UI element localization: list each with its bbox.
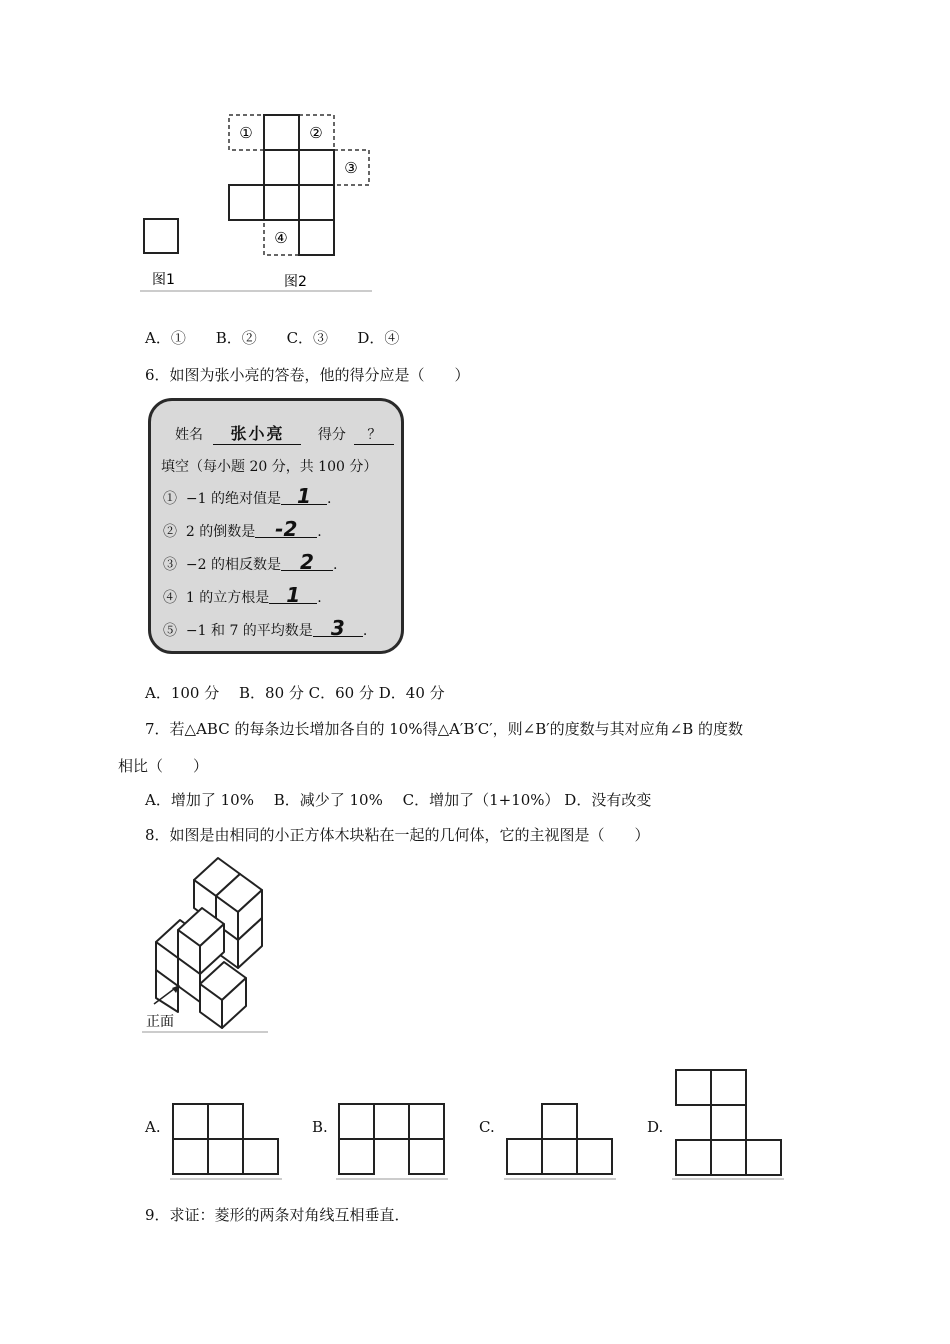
card-item-2 (163, 517, 322, 541)
cell-label-3: ③ (344, 159, 358, 177)
fig1-label: 图1 (152, 272, 175, 288)
item-text: −1 的绝对值是 (185, 491, 281, 507)
cell-label-2: ② (309, 124, 323, 142)
item-answer: -2 (255, 521, 317, 538)
q8-option-a-figure (170, 1100, 282, 1186)
q5-options (145, 327, 399, 348)
q8-question: 8．如图是由相同的小正方体木块粘在一起的几何体，它的主视图是（ ） (145, 826, 650, 844)
q8-option-d-label: D. (647, 1118, 664, 1136)
cell-label-1: ① (239, 124, 253, 142)
item-end: . (317, 524, 322, 540)
q7-options: A．增加了 10% B．减少了 10% C．增加了（1+10%） D．没有改变 (145, 791, 652, 809)
item-text: 2 的倒数是 (185, 524, 256, 540)
item-answer: 3 (313, 620, 363, 637)
q5-option-d: D．④ (357, 329, 400, 347)
q5-option-c: C．③ (286, 329, 329, 347)
card-item-5 (163, 616, 368, 640)
item-text: 1 的立方根是 (185, 590, 270, 606)
q7-question-line2: 相比（ ） (118, 757, 209, 775)
q8-cube-figure (142, 852, 270, 1034)
item-end: . (362, 623, 368, 639)
q5-option-a: A．① (145, 329, 186, 347)
front-label: 正面 (146, 1014, 174, 1030)
item-text: −2 的相反数是 (185, 557, 281, 573)
name-value: 张小亮 (213, 421, 301, 445)
answer-sheet-card (148, 398, 404, 654)
item-number: ④ (163, 590, 177, 606)
fig1-square (144, 219, 178, 253)
q8-option-c-label: C. (479, 1118, 495, 1136)
card-item-3 (163, 550, 338, 574)
item-number: ⑤ (163, 623, 177, 639)
q8-option-b-figure (336, 1100, 448, 1186)
q7-question-line1: 7．若△ABC 的每条边长增加各自的 10%得△A′B′C′，则∠B′的度数与其对应角∠B 的度数 (145, 720, 744, 738)
card-item-4 (163, 583, 322, 607)
item-answer: 2 (281, 554, 333, 571)
net-diagram (140, 110, 375, 295)
q8-option-d-figure (672, 1066, 788, 1186)
card-header (175, 421, 394, 445)
item-number: ③ (163, 557, 177, 573)
q9-question: 9．求证：菱形的两条对角线互相垂直． (145, 1206, 410, 1224)
score-value: ？ (354, 424, 394, 445)
q8-option-a-label: A. (145, 1118, 161, 1136)
name-label: 姓名 (175, 427, 203, 443)
item-end: . (317, 590, 322, 606)
item-number: ② (163, 524, 177, 540)
cell-label-4: ④ (274, 229, 288, 247)
q8-option-b-label: B. (312, 1118, 328, 1136)
card-item-1 (163, 484, 332, 508)
item-end: . (333, 557, 338, 573)
score-label: 得分 (317, 427, 346, 443)
q6-options: A．100 分 B．80 分 C．60 分 D．40 分 (145, 684, 445, 702)
q5-option-b: B．② (215, 329, 257, 347)
card-heading: 填空（每小题 20 分，共 100 分） (161, 459, 378, 475)
q8-option-c-figure (504, 1100, 616, 1186)
q6-question: 6．如图为张小亮的答卷，他的得分应是（ ） (145, 366, 470, 384)
isometric-cubes (142, 852, 270, 1034)
item-answer: 1 (281, 488, 327, 505)
fig2-label: 图2 (284, 274, 307, 290)
item-number: ① (163, 491, 177, 507)
item-end: . (327, 491, 332, 507)
item-answer: 1 (269, 587, 317, 604)
item-text: −1 和 7 的平均数是 (185, 623, 313, 639)
q5-figure (140, 110, 375, 295)
